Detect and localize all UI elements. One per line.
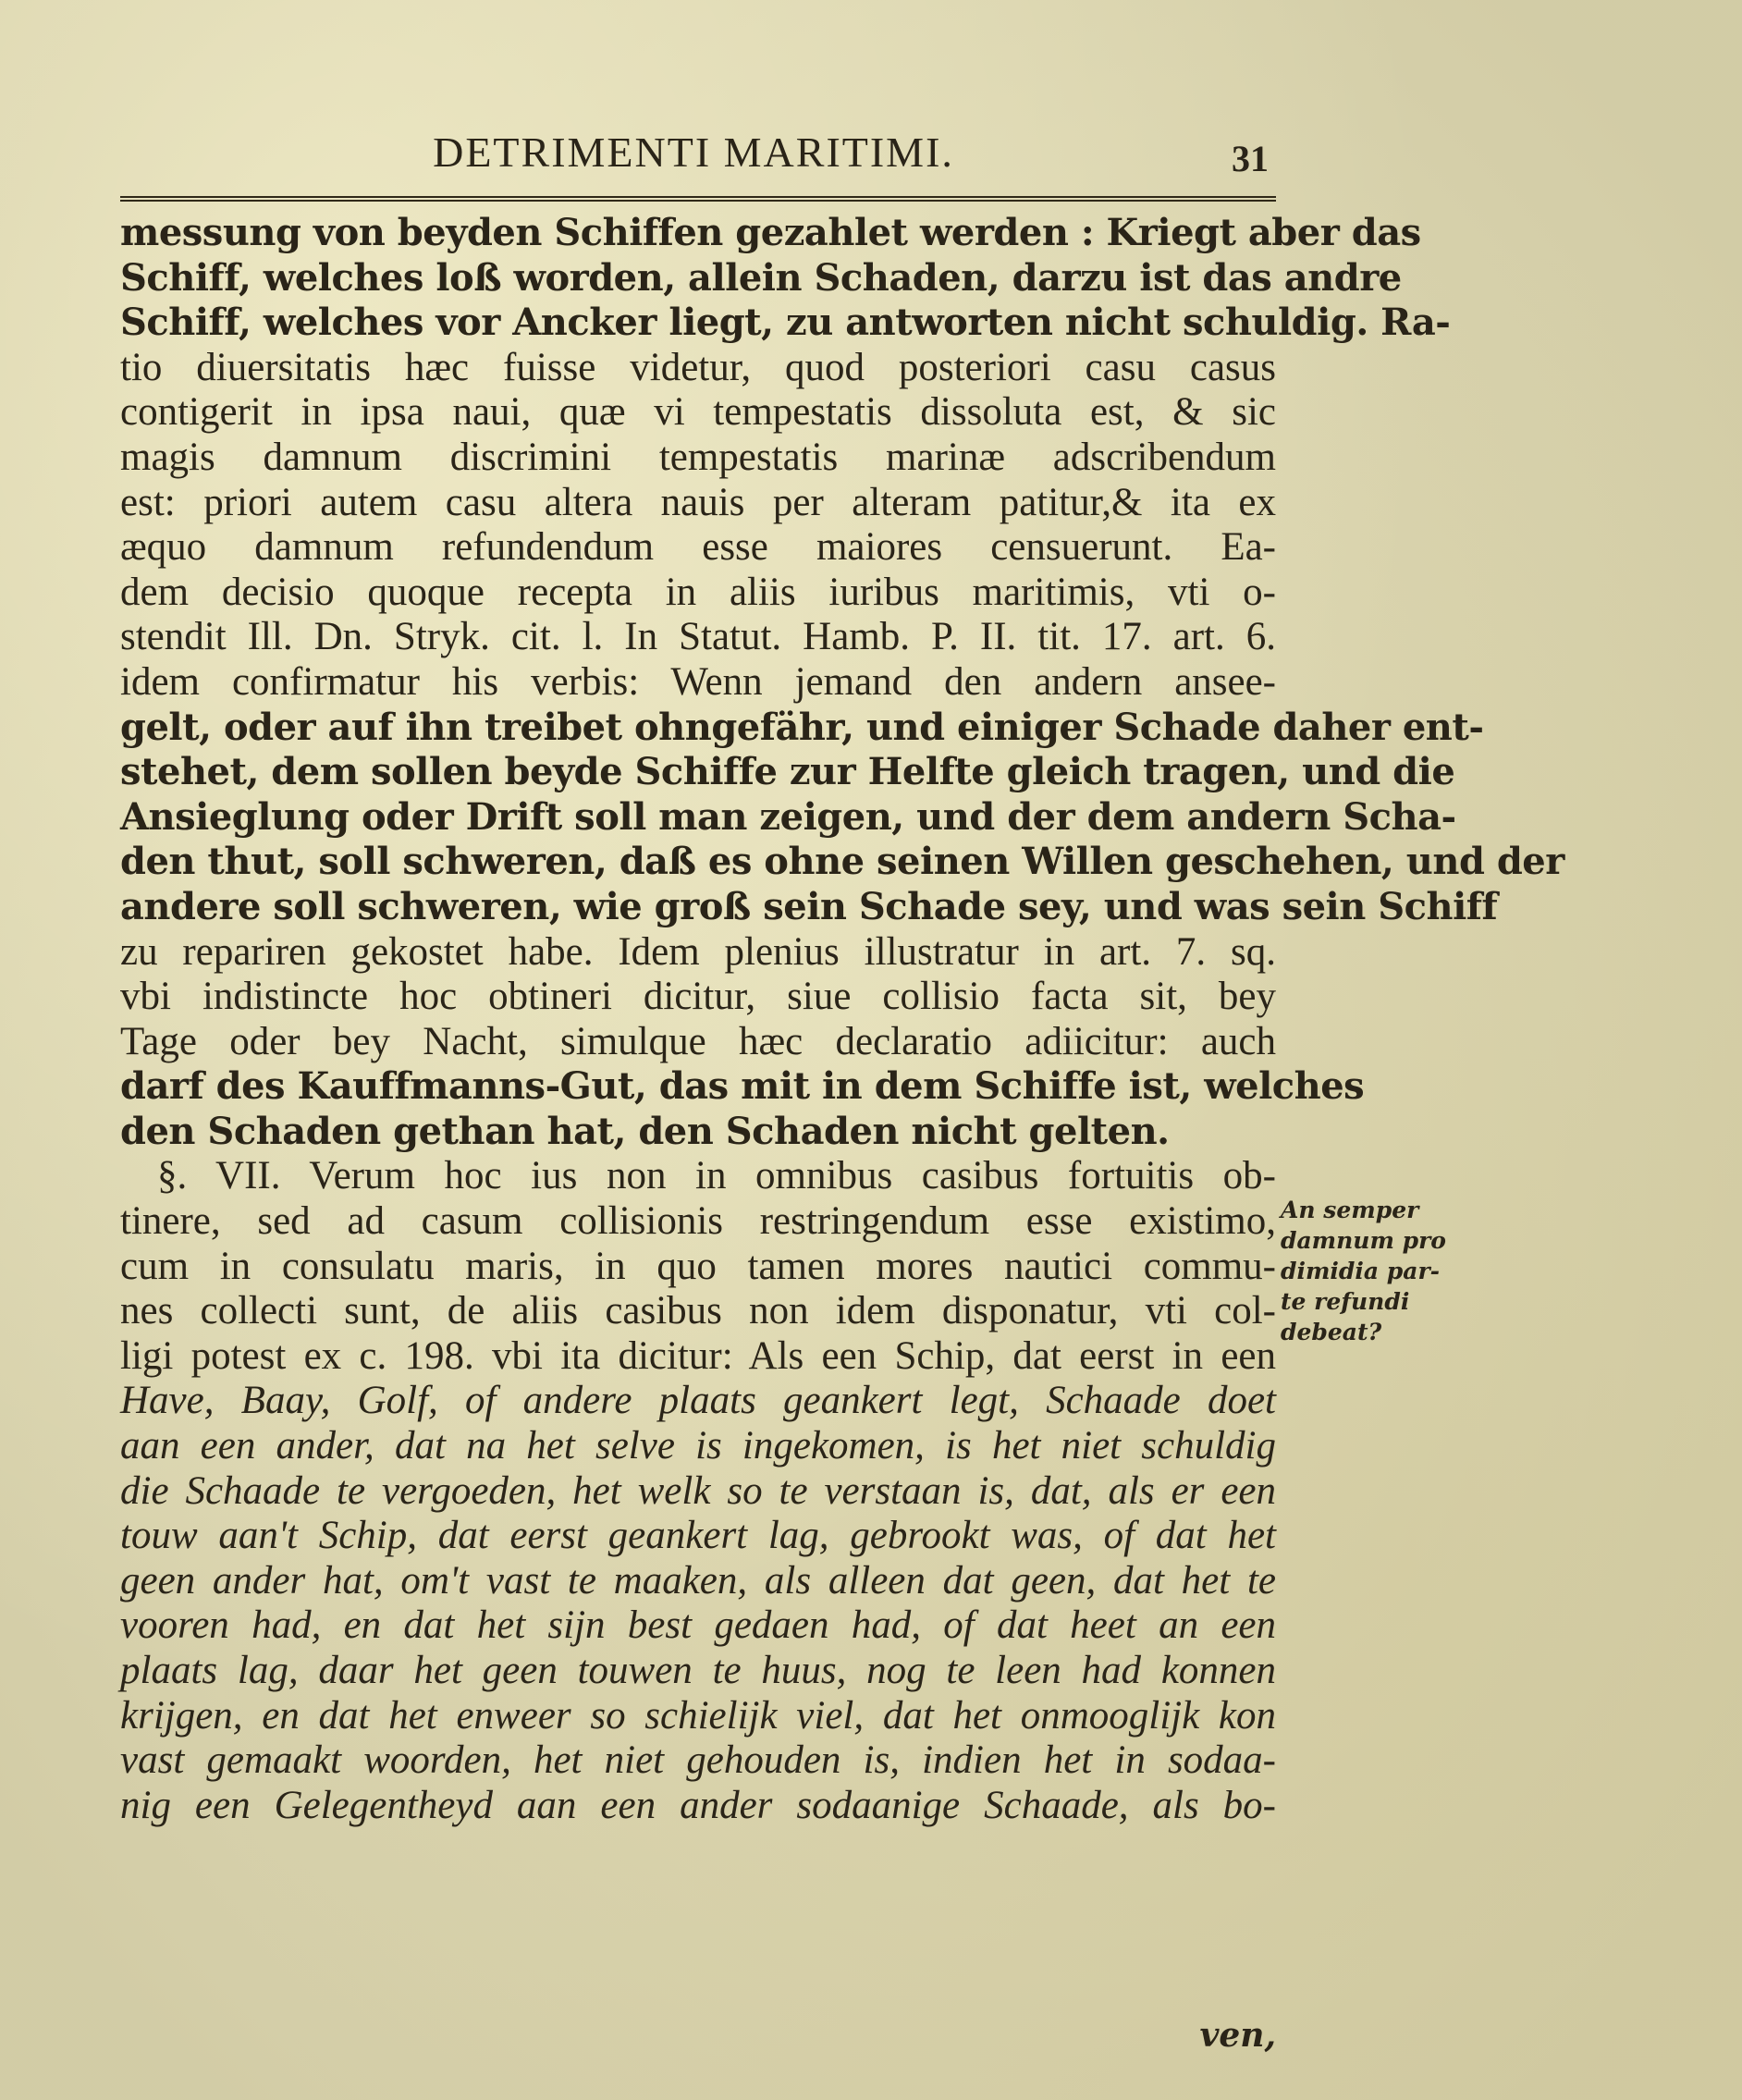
text-line: Schiff, welches vor Ancker liegt, zu antworten nicht schuldig. Ra-	[120, 301, 1451, 345]
text-line: Schiff, welches loß worden, allein Schaden, darzu ist das andre	[120, 255, 1402, 300]
text-line: messung von beyden Schiffen gezahlet werden : Kriegt aber das	[120, 211, 1421, 254]
text-line: §. VII. Verum hoc ius non in omnibus casibus fortuitis ob-	[157, 1154, 1276, 1198]
text-line: stendit Ill. Dn. Stryk. cit. l. In Statut. Hamb. P. II. tit. 17. art. 6.	[120, 615, 1276, 659]
text-line: darf des Kauffmanns-Gut, das mit in dem Schiffe ist, welches	[120, 1064, 1365, 1109]
text-line: touw aan't Schip, dat eerst geankert lag, gebrookt was, of dat het	[120, 1514, 1276, 1558]
text-line: æquo damnum refundendum esse maiores censuerunt. Ea-	[120, 525, 1276, 570]
text-line: tinere, sed ad casum collisionis restringendum esse existimo,	[120, 1199, 1276, 1244]
text-line: est: priori autem casu altera nauis per alteram patitur,& ita ex	[120, 480, 1276, 524]
text-line: vbi indistincte hoc obtineri dicitur, siue collisio facta sit, bey	[120, 975, 1276, 1019]
text-line: idem confirmatur his verbis: Wenn jemand den andern ansee-	[120, 659, 1276, 704]
text-line: contigerit in ipsa naui, quæ vi tempestatis dissoluta est, & sic	[120, 390, 1276, 435]
text-line: die Schaade te vergoeden, het welk so te verstaan is, dat, als er een	[120, 1468, 1276, 1513]
text-line: den Schaden gethan hat, den Schaden nicht gelten.	[120, 1109, 1170, 1153]
text-line: den thut, soll schweren, daß es ohne seinen Willen geschehen, und der	[120, 840, 1564, 884]
margin-note-line: damnum pro	[1281, 1227, 1446, 1254]
margin-note-line: debeat?	[1281, 1319, 1382, 1345]
margin-note-line: dimidia par-	[1281, 1258, 1441, 1284]
margin-note	[1281, 1195, 1484, 1347]
text-line: Tage oder bey Nacht, simulque hæc declaratio adiicitur: auch	[120, 1019, 1276, 1063]
text-line: stehet, dem sollen beyde Schiffe zur Helfte gleich tragen, und die	[120, 750, 1455, 794]
margin-note-line: te refundi	[1281, 1288, 1410, 1315]
text-line: gelt, oder auf ihn treibet ohngefähr, und einiger Schade daher ent-	[120, 705, 1484, 749]
margin-note-line: An semper	[1281, 1197, 1419, 1223]
text-line: zu repariren gekostet habe. Idem plenius illustratur in art. 7. sq.	[120, 929, 1276, 974]
running-title: DETRIMENTI MARITIMI.	[433, 129, 954, 176]
text-line: vooren had, en dat het sijn best gedaen had, of dat heet an een	[120, 1603, 1276, 1648]
header-rule	[120, 196, 1276, 202]
text-line: cum in consulatu maris, in quo tamen mores nautici commu-	[120, 1244, 1276, 1288]
text-line: nes collecti sunt, de aliis casibus non idem disponatur, vti col-	[120, 1289, 1276, 1333]
text-line: tio diuersitatis hæc fuisse videtur, quod posteriori casu casus	[120, 345, 1276, 389]
text-line: vast gemaakt woorden, het niet gehouden is, indien het in sodaa-	[120, 1738, 1276, 1783]
text-line: nig een Gelegentheyd aan een ander sodaanige Schaade, als bo-	[120, 1783, 1276, 1827]
text-line: Ansieglung oder Drift soll man zeigen, und der dem andern Scha-	[120, 794, 1456, 839]
text-line: ligi potest ex c. 198. vbi ita dicitur: Als een Schip, dat eerst in een	[120, 1333, 1276, 1378]
page-number: 31	[1232, 138, 1269, 179]
text-line: aan een ander, dat na het selve is ingekomen, is het niet schuldig	[120, 1424, 1276, 1468]
text-line: andere soll schweren, wie groß sein Schade sey, und was sein Schiff	[120, 884, 1498, 928]
text-line: plaats lag, daar het geen touwen te huus, nog te leen had konnen	[120, 1649, 1276, 1692]
catchword: ven,	[1199, 2016, 1276, 2055]
text-line: krijgen, en dat het enweer so schielijk viel, dat het onmooglijk kon	[120, 1693, 1276, 1738]
text-line: Have, Baay, Golf, of andere plaats geankert legt, Schaade doet	[120, 1379, 1276, 1423]
text-line: geen ander hat, om't vast te maaken, als alleen dat geen, dat het te	[120, 1558, 1276, 1603]
text-line: magis damnum discrimini tempestatis marinæ adscribendum	[120, 435, 1276, 479]
text-line: dem decisio quoque recepta in aliis iuribus maritimis, vti o-	[120, 570, 1276, 614]
